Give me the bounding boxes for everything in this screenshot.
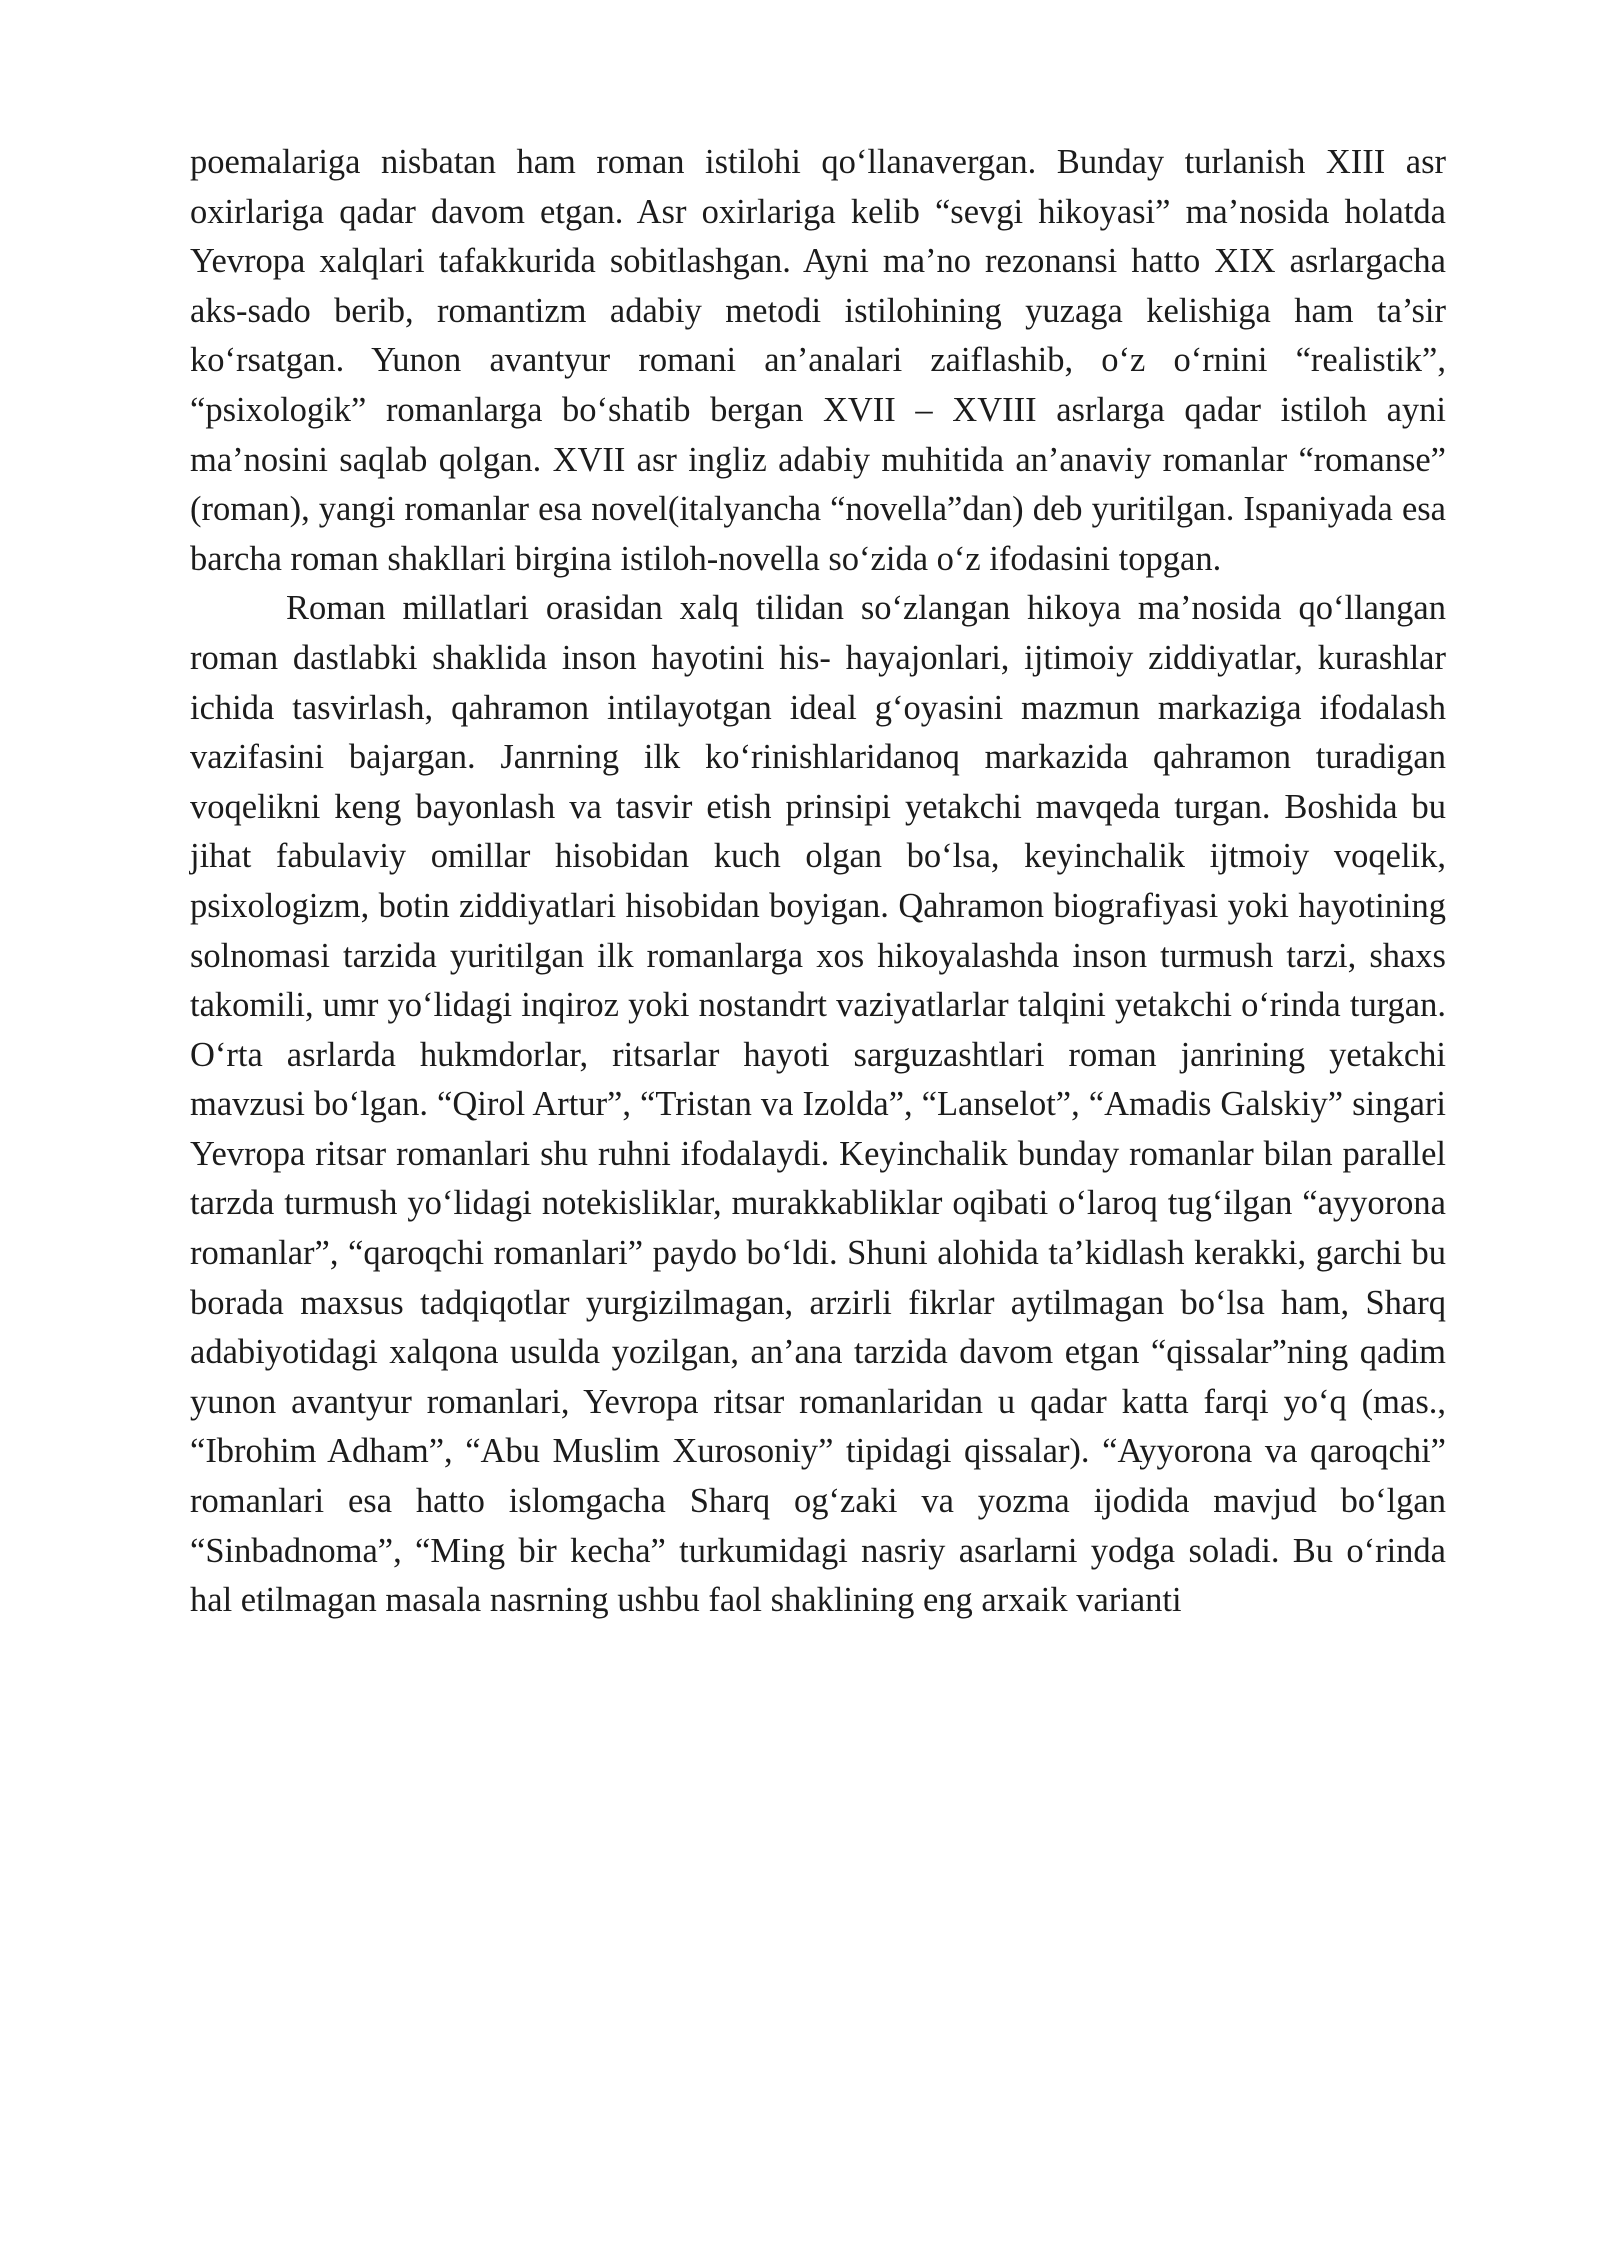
paragraph-2: Roman millatlari orasidan xalq tilidan so‘zlangan hikoya ma’nosida qo‘llangan roman dastlabki shaklida inson hayotini his- hayajonlari, ijtimoiy ziddiyatlar, kurashlar ichida tasvirlash, qahramon intilayotgan ideal g‘oyasini mazmun markaziga ifodalash vazifasini bajargan. Janrning ilk ko‘rinishlaridanoq markazida qahramon turadigan voqelikni keng bayonlash va tasvir etish prinsipi yetakchi mavqeda turgan. Boshida bu jihat fabulaviy omillar hisobidan kuch olgan bo‘lsa, keyinchalik ijtmoiy voqelik, psixologizm, botin ziddiyatlari hisobidan boyigan. Qahramon biografiyasi yoki hayotining solnomasi tarzida yuritilgan ilk romanlarga xos hikoyalashda inson turmush tarzi, shaxs takomili, umr yo‘lidagi inqiroz yoki nostandrt vaziyatlarlar talqini yetakchi o‘rinda turgan. O‘rta asrlarda hukmdorlar, ritsarlar hayoti sarguzashtlari roman janrining yetakchi mavzusi bo‘lgan. “Qirol Artur”, “Tristan va Izolda”, “Lanselot”, “Amadis Galskiy” singari Yevropa ritsar romanlari shu ruhni ifodalaydi. Keyinchalik bunday romanlar bilan parallel tarzda turmush yo‘lidagi notekisliklar, murakkabliklar oqibati o‘laroq tug‘ilgan “ayyorona romanlar”, “qaroqchi romanlari” paydo bo‘ldi. Shuni alohida ta’kidlash kerakki, garchi bu borada maxsus tadqiqotlar yurgizilmagan, arzirli fikrlar aytilmagan bo‘lsa ham, Sharq adabiyotidagi xalqona usulda yozilgan, an’ana tarzida davom etgan “qissalar”ning qadim yunon avantyur romanlari, Yevropa ritsar romanlaridan u qadar katta farqi yo‘q (mas., “Ibrohim Adham”, “Abu Muslim Xurosoniy” tipidagi qissalar). “Ayyorona va qaroqchi” romanlari esa hatto islomgacha Sharq og‘zaki va yozma ijodida mavjud bo‘lgan “Sinbadnoma”, “Ming bir kecha” turkumidagi nasriy asarlarni yodga soladi. Bu o‘rinda hal etilmagan masala nasrning ushbu faol shaklining eng arxaik varianti: [190, 589, 1446, 1620]
body-text: [190, 138, 1446, 1626]
paragraph-1: poemalariga nisbatan ham roman istilohi qo‘llanavergan. Bunday turlanish XIII asr oxirlariga qadar davom etgan. Asr oxirlariga kelib “sevgi hikoyasi” ma’nosida holatda Yevropa xalqlari tafakkurida sobitlashgan. Ayni ma’no rezonansi hatto XIX asrlargacha aks-sado berib, romantizm adabiy metodi istilohining yuzaga kelishiga ham ta’sir ko‘rsatgan. Yunon avantyur romani an’analari zaiflashib, o‘z o‘rnini “realistik”, “psixologik” romanlarga bo‘shatib bergan XVII – XVIII asrlarga qadar istiloh ayni ma’nosini saqlab qolgan. XVII asr ingliz adabiy muhitida an’anaviy romanlar “romanse” (roman), yangi romanlar esa novel(italyancha “novella”dan) deb yuritilgan. Ispaniyada esa barcha roman shakllari birgina istiloh-novella so‘zida o‘z ifodasini topgan.: [190, 143, 1446, 578]
